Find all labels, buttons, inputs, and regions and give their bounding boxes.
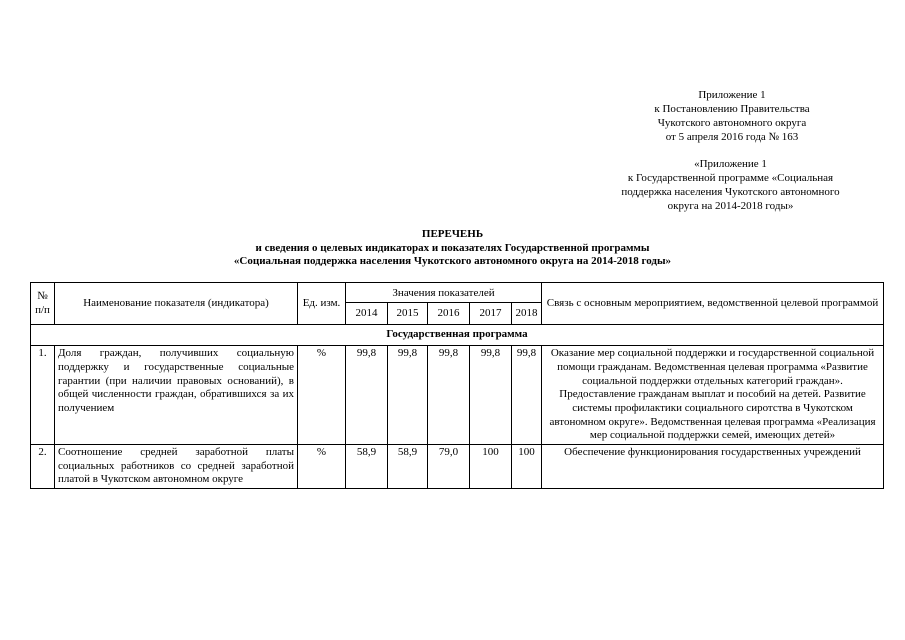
row-value: 99,8 (470, 346, 512, 445)
header-year: 2017 (470, 302, 512, 325)
header-values: Значения показателей (346, 283, 542, 303)
appendix-1-line: Приложение 1 (698, 89, 766, 101)
row-value: 100 (470, 445, 512, 489)
indicators-table (30, 282, 884, 489)
row-value: 58,9 (346, 445, 388, 489)
section-row (31, 325, 884, 346)
appendix-2-line: поддержка населения Чукотского автономного (621, 186, 840, 198)
row-value: 79,0 (428, 445, 470, 489)
appendix-1-block (612, 88, 852, 144)
row-name: Доля граждан, получивших социальную поддержку и государственные социальные гарантии (при наличии правовых оснований), в общей численности граждан, обратившихся за их получением (55, 346, 298, 445)
appendix-1-line: от 5 апреля 2016 года № 163 (665, 131, 799, 143)
header-name: Наименование показателя (индикатора) (55, 283, 298, 325)
header-unit: Ед. изм. (298, 283, 346, 325)
header-year: 2014 (346, 302, 388, 325)
appendix-1-line: к Постановлению Правительства (654, 103, 810, 115)
header-year: 2015 (388, 302, 428, 325)
document-title (0, 228, 905, 269)
row-num: 1. (31, 346, 55, 445)
title-line-1: и сведения о целевых индикаторах и показателях Государственной программы (255, 241, 650, 254)
row-value: 99,8 (512, 346, 542, 445)
title-heading: ПЕРЕЧЕНЬ (421, 228, 484, 240)
title-line-2: «Социальная поддержка населения Чукотского автономного округа на 2014-2018 годы» (233, 255, 672, 267)
row-name: Соотношение средней заработной платы социальных работников со средней заработной платой в Чукотском автономном округе (55, 445, 298, 489)
row-value: 58,9 (388, 445, 428, 489)
row-value: 100 (512, 445, 542, 489)
header-year: 2018 (512, 302, 542, 325)
header-year: 2016 (428, 302, 470, 325)
appendix-2-line: «Приложение 1 (694, 158, 767, 170)
appendix-1-line: Чукотского автономного округа (657, 117, 807, 129)
row-unit: % (298, 445, 346, 489)
appendix-2-line: округа на 2014-2018 годы» (667, 200, 794, 212)
table-header-row (31, 283, 884, 303)
table-row (31, 445, 884, 489)
header-link: Связь с основным мероприятием, ведомственной целевой программой (542, 283, 884, 325)
table-row (31, 346, 884, 445)
header-num: № п/п (31, 283, 55, 325)
row-link: Оказание мер социальной поддержки и государственной социальной помощи гражданам. Ведомственная целевая программа «Развитие социальной поддержки отдельных категорий граждан». Предоставление гражданам выплат и пособий на детей. Развитие системы профилактики социального сиротства в Чукотском автономном округе». Ведомственная целевая программа «Реализация мер социальной поддержки семей, имеющих детей» (542, 346, 884, 445)
row-num: 2. (31, 445, 55, 489)
row-unit: % (298, 346, 346, 445)
row-link: Обеспечение функционирования государственных учреждений (542, 445, 884, 489)
row-value: 99,8 (428, 346, 470, 445)
appendix-2-block (598, 157, 863, 213)
row-value: 99,8 (388, 346, 428, 445)
appendix-2-line: к Государственной программе «Социальная (627, 172, 834, 184)
row-value: 99,8 (346, 346, 388, 445)
section-title: Государственная программа (31, 325, 884, 346)
